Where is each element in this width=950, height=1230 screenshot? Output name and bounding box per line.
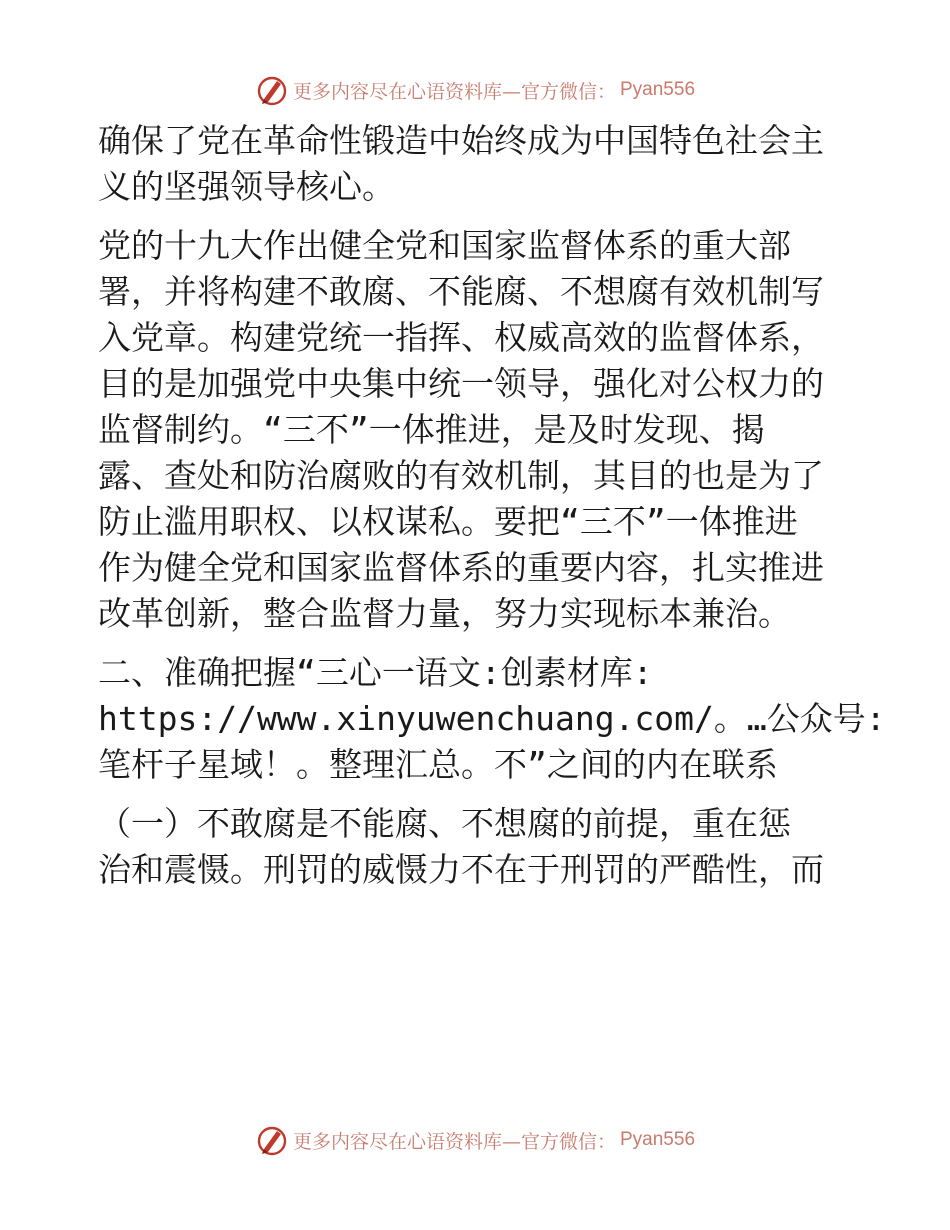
text-line: （一）不敢腐是不能腐、不想腐的前提，重在惩	[98, 804, 791, 843]
pen-logo-icon	[255, 1123, 289, 1157]
text-line: 二、准确把握“三心一语文:创素材库:	[98, 653, 653, 692]
header-wechat-id: Pyan556	[620, 79, 696, 100]
text-line: 露、查处和防治腐败的有效机制，其目的也是为了	[98, 456, 824, 495]
text-line: 治和震慑。刑罚的威慑力不在于刑罚的严酷性，而	[98, 850, 824, 889]
text-line: https://www.xinyuwenchuang.com/。…公众号:	[98, 699, 886, 738]
pen-logo-icon	[255, 73, 289, 107]
text-line: 防止滥用职权、以权谋私。要把“三不”一体推进	[98, 502, 798, 541]
text-line: 笔杆子星域！。整理汇总。不”之间的内在联系	[98, 745, 778, 784]
text-line: 入党章。构建党统一指挥、权威高效的监督体系，	[98, 318, 824, 357]
document-body	[98, 118, 886, 893]
text-line: 作为健全党和国家监督体系的重要内容，扎实推进	[98, 548, 824, 587]
footer-wechat-id: Pyan556	[620, 1129, 696, 1150]
text-line: 目的是加强党中央集中统一领导，强化对公权力的	[98, 364, 824, 403]
text-line: 改革创新，整合监督力量，努力实现标本兼治。	[98, 594, 791, 633]
text-line: 确保了党在革命性锻造中始终成为中国特色社会主	[98, 121, 824, 160]
footer-banner-text: 更多内容尽在心语资料库—官方微信：	[292, 1130, 616, 1153]
text-line: 义的坚强领导核心。	[98, 167, 395, 206]
header-watermark-banner	[0, 70, 950, 110]
text-line: 署，并将构建不敢腐、不能腐、不想腐有效机制写	[98, 272, 824, 311]
footer-watermark-banner	[0, 1120, 950, 1160]
text-line: 党的十九大作出健全党和国家监督体系的重大部	[98, 226, 791, 265]
header-banner-text: 更多内容尽在心语资料库—官方微信：	[292, 80, 616, 103]
text-line: 监督制约。“三不”一体推进，是及时发现、揭	[98, 410, 765, 449]
